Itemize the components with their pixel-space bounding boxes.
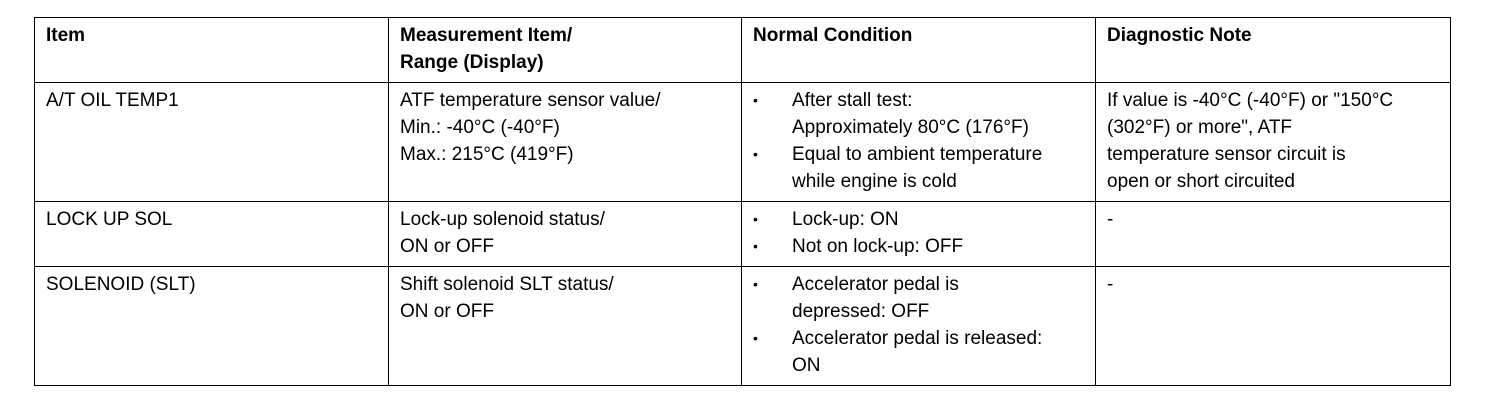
table-row bbox=[35, 83, 1451, 202]
condition-line: depressed: OFF bbox=[792, 301, 930, 322]
condition-item bbox=[753, 206, 1085, 233]
header-item: Item bbox=[35, 18, 389, 83]
table-row bbox=[35, 202, 1451, 267]
condition-line: ON bbox=[792, 355, 821, 376]
condition-line: • After stall test: bbox=[792, 90, 913, 111]
condition-item bbox=[753, 325, 1085, 379]
note-line: (302°F) or more", ATF bbox=[1107, 117, 1293, 138]
condition-line: Approximately 80°C (176°F) bbox=[792, 117, 1029, 138]
note-line: - bbox=[1107, 209, 1114, 230]
item-cell: A/T OIL TEMP1 bbox=[35, 83, 389, 202]
condition-cell bbox=[742, 83, 1096, 202]
condition-line: • Lock-up: ON bbox=[792, 209, 899, 230]
item-cell: LOCK UP SOL bbox=[35, 202, 389, 267]
condition-line: • Equal to ambient temperature bbox=[792, 144, 1043, 165]
header-measurement-text: Measurement Item/ Range (Display) bbox=[400, 25, 573, 73]
note-line: temperature sensor circuit is bbox=[1107, 144, 1346, 165]
condition-item bbox=[753, 233, 1085, 260]
header-normal-condition: Normal Condition bbox=[742, 18, 1096, 83]
measurement-line: Max.: 215°C (419°F) bbox=[400, 144, 574, 165]
header-measurement bbox=[389, 18, 742, 83]
note-line: open or short circuited bbox=[1107, 171, 1295, 192]
condition-line: • Accelerator pedal is released: bbox=[792, 328, 1043, 349]
note-cell bbox=[1096, 83, 1451, 202]
table-row bbox=[35, 267, 1451, 386]
measurement-line: ON or OFF bbox=[400, 301, 494, 322]
note-line: - bbox=[1107, 274, 1114, 295]
condition-item bbox=[753, 87, 1085, 141]
condition-item bbox=[753, 271, 1085, 325]
condition-line: • Not on lock-up: OFF bbox=[792, 236, 964, 257]
measurement-line: Lock-up solenoid status/ bbox=[400, 209, 605, 230]
condition-item bbox=[753, 141, 1085, 195]
condition-cell bbox=[742, 267, 1096, 386]
diagnostic-table bbox=[34, 17, 1451, 386]
condition-line: • Accelerator pedal is bbox=[792, 274, 959, 295]
measurement-line: Min.: -40°C (-40°F) bbox=[400, 117, 560, 138]
condition-list bbox=[753, 271, 1085, 379]
condition-list bbox=[753, 87, 1085, 195]
item-cell: SOLENOID (SLT) bbox=[35, 267, 389, 386]
header-diagnostic-note: Diagnostic Note bbox=[1096, 18, 1451, 83]
measurement-line: ATF temperature sensor value/ bbox=[400, 90, 661, 111]
measurement-cell bbox=[389, 83, 742, 202]
condition-cell bbox=[742, 202, 1096, 267]
condition-line: while engine is cold bbox=[792, 171, 957, 192]
condition-list bbox=[753, 206, 1085, 260]
note-cell bbox=[1096, 267, 1451, 386]
measurement-cell bbox=[389, 202, 742, 267]
note-line: If value is -40°C (-40°F) or "150°C bbox=[1107, 90, 1394, 111]
measurement-cell bbox=[389, 267, 742, 386]
measurement-line: ON or OFF bbox=[400, 236, 494, 257]
note-cell bbox=[1096, 202, 1451, 267]
table-header-row bbox=[35, 18, 1451, 83]
measurement-line: Shift solenoid SLT status/ bbox=[400, 274, 614, 295]
